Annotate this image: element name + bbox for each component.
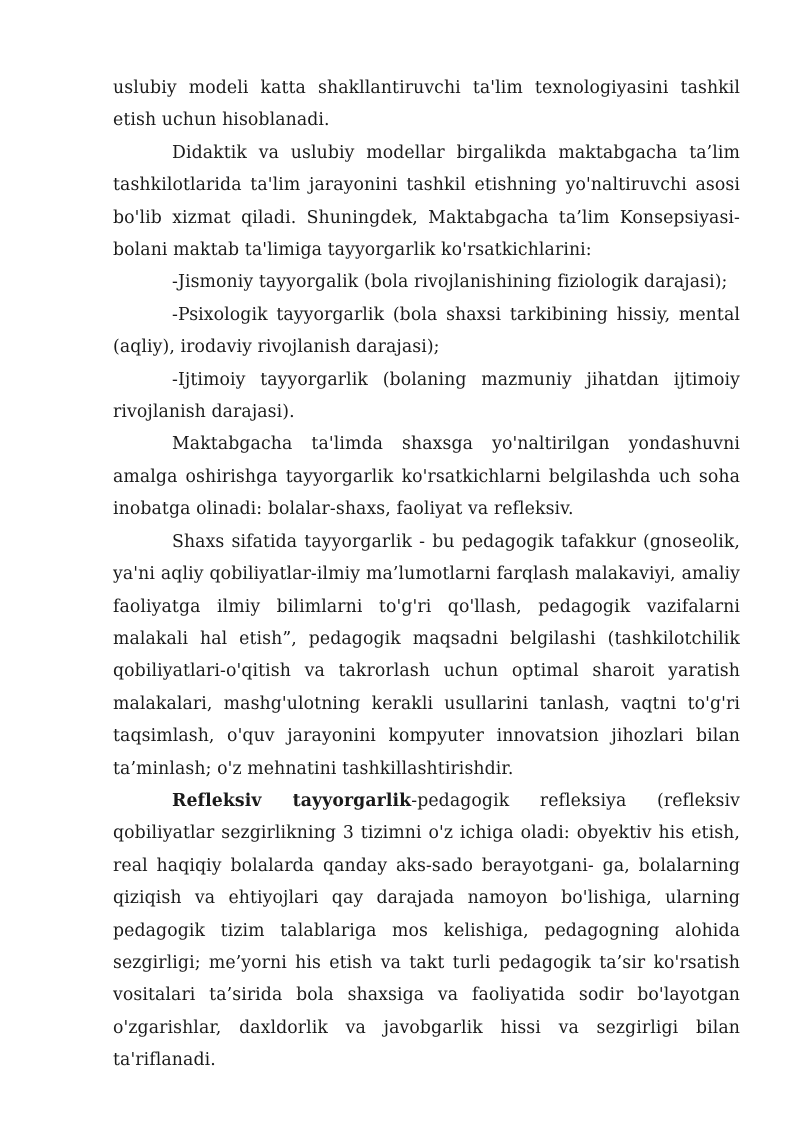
paragraph-8-text: -pedagogik refleksiya (refleksiv qobiliyatlar sezgirlikning 3 tizimni o'z ichiga oladi: obyektiv his etish, real haqiqiy bolalarda qanday aks-sado berayotgani- ga, bolalarning qiziqish va ehtiyojlari qay darajada namoyon bo'lishiga, ularning pedagogik tizim talablariga mos kelishiga, pedagogning alohida sezgirligi; me’yorni his etish va takt turli pedagogik ta’sir ko'rsatish vositalari ta’sirida bola shaxsiga va faoliyatida sodir bo'layotgan o'zgarishlar, daxldorlik va javobgarlik hissi va sezgirligi bilan ta'riflanadi. xyxy=(113,790,740,1071)
paragraph-5: -Ijtimoiy tayyorgarlik (bolaning mazmuniy jihatdan ijtimoiy rivojlanish darajasi). xyxy=(113,369,740,423)
paragraph-3: -Jismoniy tayyorgalik (bola rivojlanishining fiziologik darajasi); xyxy=(172,272,728,293)
paragraph-1: uslubiy modeli katta shakllantiruvchi ta'lim texnologiyasini tashkil etish uchun hisoblanadi. xyxy=(113,78,740,131)
paragraph-2: Didaktik va uslubiy modellar birgalikda maktabgacha ta’lim tashkilotlarida ta'lim jarayonini tashkil etishning yo'naltiruvchi asosi bo'lib xizmat qiladi. Shuningdek, Maktabgacha ta’lim Konsepsiyasi-bolani maktab ta'limiga tayyorgarlik ko'rsatkichlarini: xyxy=(113,142,740,261)
document-body xyxy=(113,72,740,1077)
paragraph-6: Maktabgacha ta'limda shaxsga yo'naltirilgan yondashuvni amalga oshirishga tayyorgarlik ko'rsatkichlarni belgilashda uch soha inobatga olinadi: bolalar-shaxs, faoliyat va refleksiv. xyxy=(113,434,740,520)
paragraph-4: -Psixologik tayyorgarlik (bola shaxsi tarkibining hissiy, mental (aqliy), irodaviy rivojlanish darajasi); xyxy=(113,304,740,358)
paragraph-8 xyxy=(113,785,740,1077)
paragraph-7: Shaxs sifatida tayyorgarlik - bu pedagogik tafakkur (gnoseolik, ya'ni aqliy qobiliyatlar-ilmiy ma’lumotlarni farqlash malakaviyi, amaliy faoliyatga ilmiy bilimlarni to'g'ri qo'llash, pedagogik vazifalarni malakali hal etish”, pedagogik maqsadni belgilashi (tashkilotchilik qobiliyatlari-o'qitish va takrorlash uchun optimal sharoit yaratish malakalari, mashg'ulotning kerakli usullarini tanlash, vaqtni to'g'ri taqsimlash, o'quv jarayonini kompyuter innovatsion jihozlari bilan ta’minlash; o'z mehnatini tashkillashtirishdir. xyxy=(113,531,740,779)
paragraph-8-bold-lead: Refleksiv tayyorgarlik xyxy=(172,790,412,811)
